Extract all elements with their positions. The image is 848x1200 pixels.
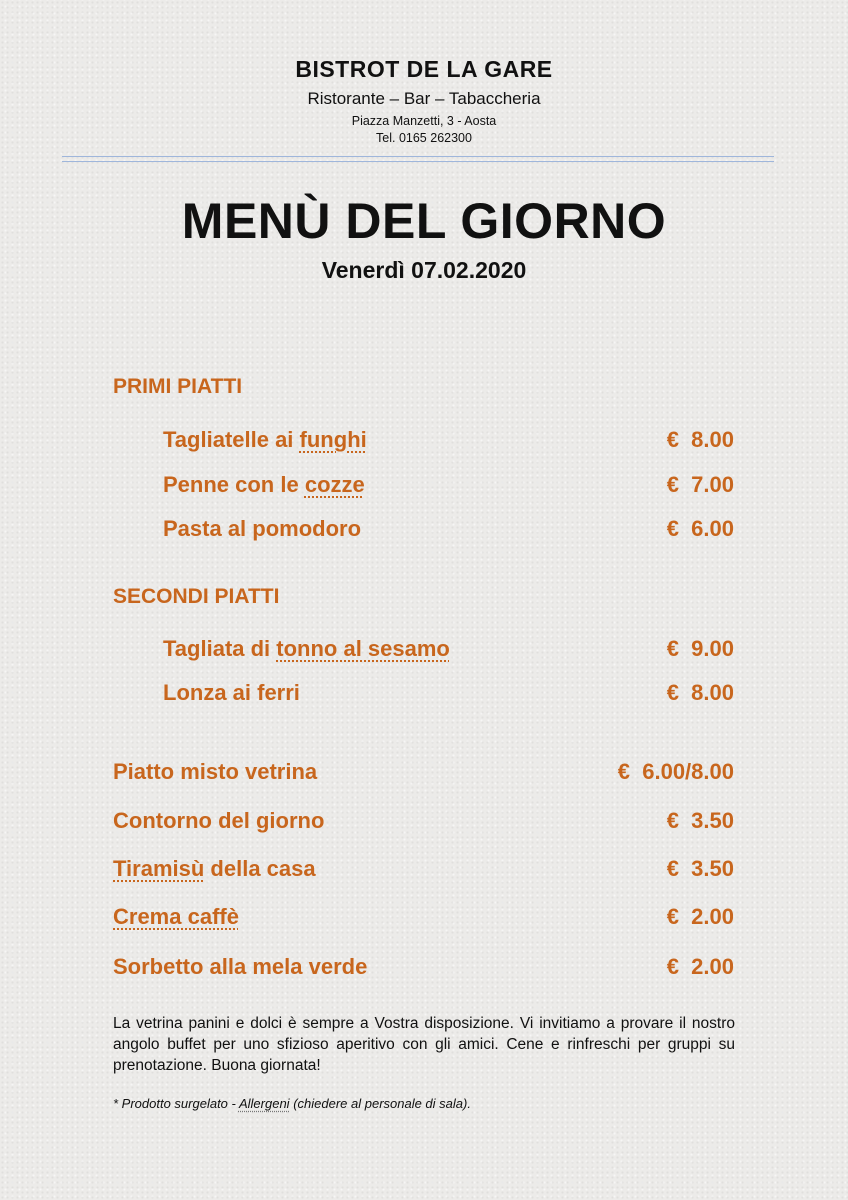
item-name-underlined: tonno al sesamo xyxy=(276,636,450,661)
menu-item xyxy=(163,680,300,706)
item-name-underlined: cozze xyxy=(304,472,365,497)
item-name: della casa xyxy=(204,856,316,881)
item-price: € 9.00 xyxy=(666,636,734,661)
item-name: Lonza ai ferri xyxy=(163,680,300,705)
item-name: Penne con le xyxy=(163,472,305,497)
allergen-note-text: * Prodotto surgelato - xyxy=(113,1096,239,1111)
item-price: € 7.00 xyxy=(666,472,734,497)
restaurant-subtitle: Ristorante – Bar – Tabaccheria xyxy=(307,89,541,108)
item-name-underlined: Crema caffè xyxy=(113,904,239,929)
footer-note: La vetrina panini e dolci è sempre a Vostra disposizione. Vi invitiamo a provare il nostro angolo buffet per uno sfizioso aperitivo con gli amici. Cene e rinfreschi per gruppi su prenotazione. Buona giornata! xyxy=(113,1015,735,1074)
item-price: € 6.00/8.00 xyxy=(617,759,734,784)
item-price: € 8.00 xyxy=(666,427,734,452)
menu-item xyxy=(163,636,450,662)
item-price: € 3.50 xyxy=(666,856,734,881)
item-name: Pasta al pomodoro xyxy=(163,516,362,541)
item-name-underlined: funghi xyxy=(299,427,367,452)
menu-item xyxy=(113,904,239,930)
menu-item xyxy=(163,472,365,498)
restaurant-phone: Tel. 0165 262300 xyxy=(376,131,472,145)
restaurant-name: BISTROT DE LA GARE xyxy=(295,56,553,82)
menu-item xyxy=(113,759,317,785)
item-name: Tagliatelle ai xyxy=(163,427,300,452)
item-name-underlined: Tiramisù xyxy=(113,856,205,881)
menu-date: Venerdì 07.02.2020 xyxy=(321,257,527,283)
item-name: Piatto misto vetrina xyxy=(113,759,318,784)
section-heading-secondi: SECONDI PIATTI xyxy=(113,585,280,608)
allergen-note-text: (chiedere al personale di sala). xyxy=(289,1096,471,1111)
section-heading-primi: PRIMI PIATTI xyxy=(113,375,243,398)
restaurant-address: Piazza Manzetti, 3 - Aosta xyxy=(351,114,497,128)
allergen-note xyxy=(113,1096,471,1111)
menu-item xyxy=(163,516,361,542)
allergen-link-text: Allergeni xyxy=(238,1096,290,1111)
header-divider xyxy=(62,156,774,162)
item-price: € 3.50 xyxy=(666,808,734,833)
menu-item xyxy=(113,808,324,834)
menu-item xyxy=(113,856,316,882)
item-price: € 2.00 xyxy=(666,954,734,979)
item-price: € 6.00 xyxy=(666,516,734,541)
menu-item xyxy=(113,954,367,980)
menu-item xyxy=(163,427,367,453)
item-name: Contorno del giorno xyxy=(113,808,325,833)
item-name: Tagliata di xyxy=(163,636,277,661)
menu-title: MENÙ DEL GIORNO xyxy=(181,193,667,249)
item-price: € 8.00 xyxy=(666,680,734,705)
item-name: Sorbetto alla mela verde xyxy=(113,954,368,979)
item-price: € 2.00 xyxy=(666,904,734,929)
